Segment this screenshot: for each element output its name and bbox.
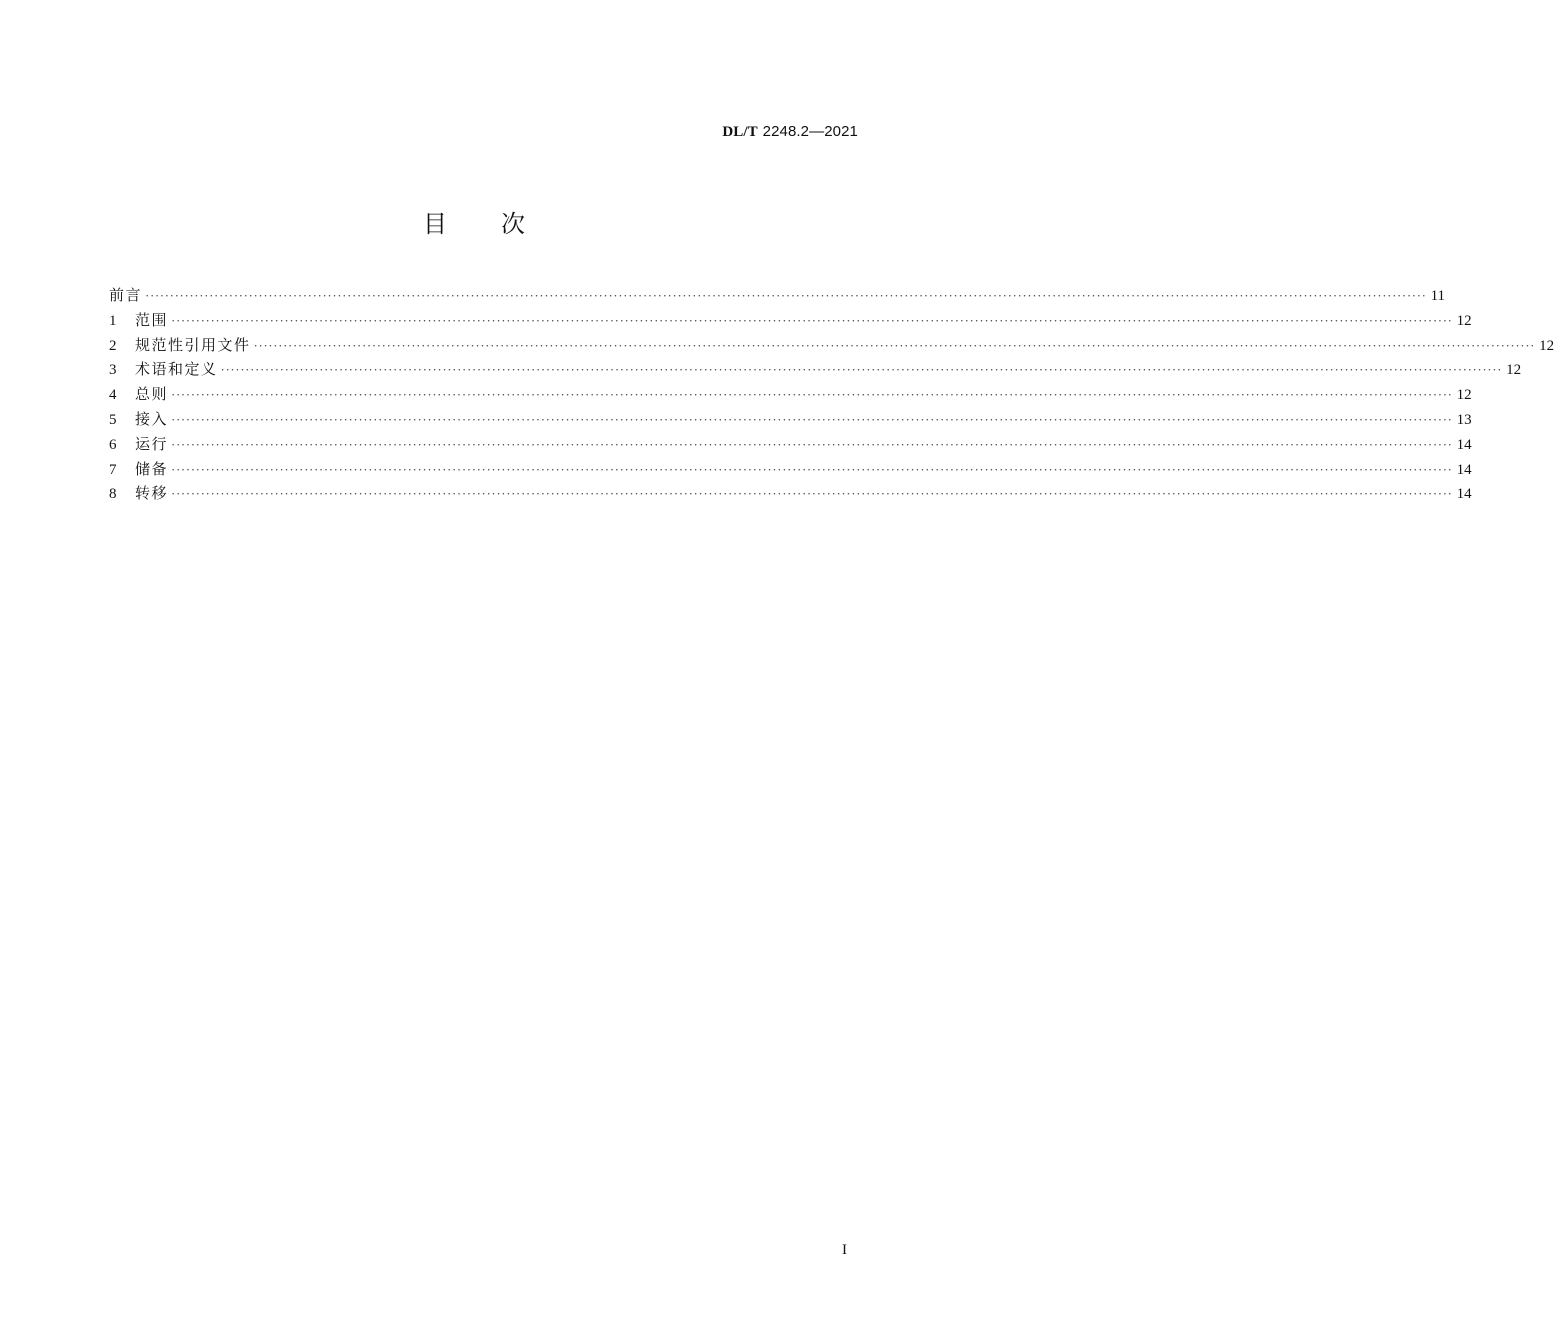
toc-entry-page: 12 bbox=[1456, 387, 1472, 404]
toc-entry-access[interactable] bbox=[109, 408, 1472, 433]
toc-leader-dots: ···································································································································································································································································· bbox=[171, 312, 1453, 328]
toc-title bbox=[0, 204, 950, 239]
toc-entry-reserve[interactable] bbox=[109, 458, 1472, 483]
toc-entry-page: 11 bbox=[1430, 288, 1446, 304]
toc-entry-foreword[interactable] bbox=[109, 284, 1446, 309]
toc-leader-dots: ···································································································································································································································································· bbox=[171, 387, 1453, 403]
toc-entry-title: 术语和定义 bbox=[135, 360, 218, 379]
table-of-contents bbox=[109, 284, 1554, 507]
toc-leader-dots: ···································································································································································································································································· bbox=[171, 486, 1453, 502]
toc-entry-number: 7 bbox=[109, 461, 117, 478]
toc-entry-page: 13 bbox=[1456, 411, 1472, 428]
standard-number: 2248.2—2021 bbox=[762, 123, 858, 140]
toc-entry-normative-references[interactable] bbox=[109, 334, 1554, 359]
toc-entry-title: 运行 bbox=[135, 434, 169, 453]
toc-entry-number: 4 bbox=[109, 387, 117, 404]
toc-entry-page: 12 bbox=[1539, 337, 1554, 354]
page-number: I bbox=[842, 1242, 847, 1258]
toc-entry-title: 规范性引用文件 bbox=[135, 335, 251, 354]
toc-leader-dots: ···································································································································································································································································· bbox=[171, 461, 1453, 477]
toc-entry-page: 12 bbox=[1506, 362, 1522, 379]
toc-entry-title: 范围 bbox=[135, 310, 169, 329]
toc-entry-operation[interactable] bbox=[109, 433, 1472, 458]
toc-entry-general[interactable] bbox=[109, 383, 1472, 408]
toc-entry-page: 14 bbox=[1456, 461, 1472, 478]
toc-entry-page: 14 bbox=[1456, 486, 1472, 503]
toc-entry-number: 5 bbox=[109, 411, 117, 428]
toc-leader-dots: ···································································································································································································································································· bbox=[171, 411, 1453, 427]
toc-entry-title: 接入 bbox=[135, 409, 169, 428]
toc-entry-number: 6 bbox=[109, 436, 117, 453]
toc-entry-number: 8 bbox=[109, 486, 117, 503]
toc-entry-number: 2 bbox=[109, 337, 117, 354]
toc-title-char-1: 目 bbox=[423, 210, 449, 238]
toc-entry-title: 前言 bbox=[109, 286, 143, 304]
toc-leader-dots: ···································································································································································································································································· bbox=[145, 288, 1427, 303]
standard-code bbox=[722, 122, 858, 141]
toc-entry-page: 12 bbox=[1456, 312, 1472, 329]
toc-entry-title: 转移 bbox=[135, 484, 169, 503]
toc-entry-title: 储备 bbox=[135, 459, 169, 478]
toc-leader-dots: ···································································································································································································································································· bbox=[253, 337, 1536, 353]
toc-entry-terms-definitions[interactable] bbox=[109, 358, 1522, 383]
toc-entry-transfer[interactable] bbox=[109, 482, 1472, 507]
standard-prefix: DL/T bbox=[722, 124, 758, 140]
toc-leader-dots: ···································································································································································································································································· bbox=[220, 362, 1503, 378]
toc-entry-scope[interactable] bbox=[109, 309, 1472, 334]
toc-entry-title: 总则 bbox=[135, 385, 169, 404]
toc-entry-number: 3 bbox=[109, 362, 117, 379]
toc-title-char-2: 次 bbox=[501, 210, 527, 238]
toc-entry-page: 14 bbox=[1456, 436, 1472, 453]
toc-leader-dots: ···································································································································································································································································· bbox=[171, 436, 1453, 452]
toc-entry-number: 1 bbox=[109, 312, 117, 329]
